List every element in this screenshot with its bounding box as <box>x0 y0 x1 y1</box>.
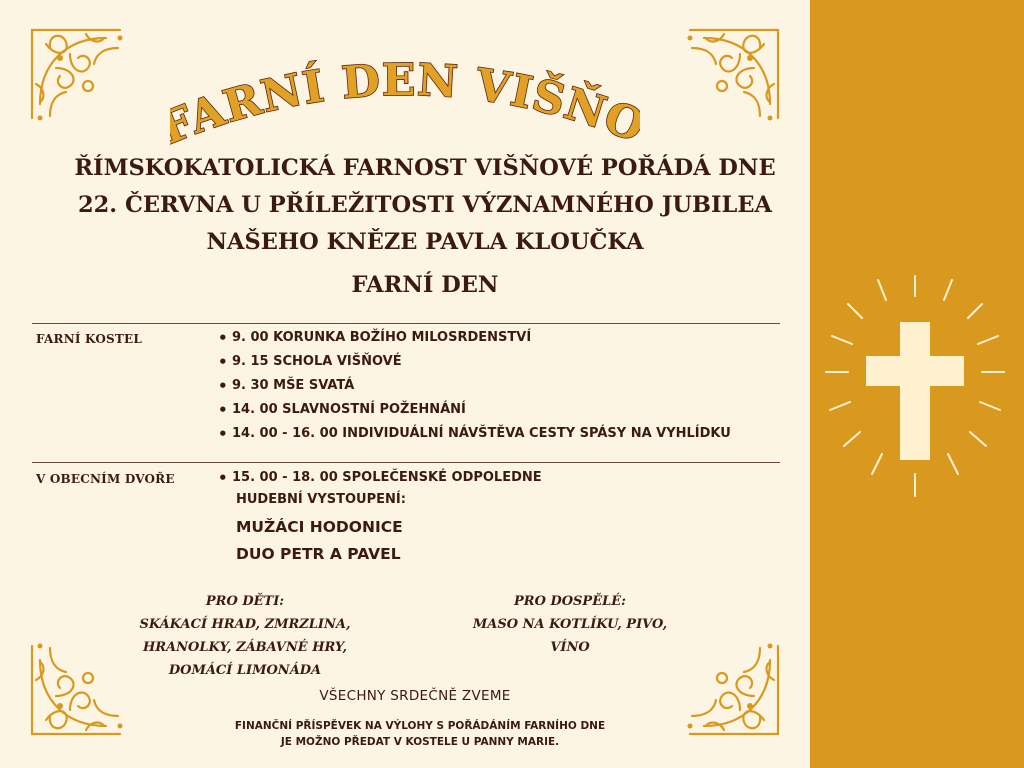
divider <box>32 323 780 324</box>
list-item: • 9. 00 KORUNKA BOŽÍHO MILOSRDENSTVÍ <box>216 326 731 350</box>
list-item: • 9. 30 MŠE SVATÁ <box>216 374 731 398</box>
kids-heading: PRO DĚTI: <box>205 594 285 609</box>
ornament-corner-icon <box>684 24 784 124</box>
kids-offer <box>100 590 390 682</box>
list-item: • 14. 00 SLAVNOSTNÍ POŽEHNÁNÍ <box>216 398 731 422</box>
adults-line: VÍNO <box>550 640 590 655</box>
note-line: JE MOŽNO PŘEDAT V KOSTELE U PANNY MARIE. <box>280 736 560 748</box>
radiant-cross-icon <box>820 270 1010 500</box>
intro-line: NAŠEHO KNĚZE PAVLA KLOUČKA <box>206 229 644 255</box>
music-label: HUDEBNÍ VYSTOUPENÍ: <box>236 492 406 507</box>
church-program-list <box>216 326 731 446</box>
svg-text:1. FARNÍ DEN VIŠŇOVÉ <box>170 42 640 152</box>
band-name: DUO PETR A PAVEL <box>236 545 401 563</box>
donation-note <box>200 718 640 750</box>
note-line: FINANČNÍ PŘÍSPĚVEK NA VÝLOHY S POŘÁDÁNÍM FARNÍHO DNE <box>234 720 606 732</box>
list-item: • 14. 00 - 16. 00 INDIVIDUÁLNÍ NÁVŠTĚVA CESTY SPÁSY NA VYHLÍDKU <box>216 422 731 446</box>
kids-line: SKÁKACÍ HRAD, ZMRZLINA, <box>139 617 351 632</box>
divider <box>32 462 780 463</box>
kids-line: DOMÁCÍ LIMONÁDA <box>168 663 322 678</box>
list-item: • 15. 00 - 18. 00 SPOLEČENSKÉ ODPOLEDNE <box>216 466 542 490</box>
band-name: MUŽÁCI HODONICE <box>236 518 403 536</box>
event-title-text: ARNÍ DEN VIŠŇ <box>182 54 613 145</box>
intro-line: ŘÍMSKOKATOLICKÁ FARNOST VIŠŇOVÉ POŘÁDÁ DNE <box>74 155 776 181</box>
ornament-corner-icon <box>26 24 126 124</box>
invitation: VŠECHNY SRDEČNĚ ZVEME <box>319 688 511 704</box>
ornament-corner-icon <box>684 640 784 740</box>
section-label-yard: V OBECNÍM DVOŘE <box>36 472 175 486</box>
adults-line: MASO NA KOTLÍKU, PIVO, <box>472 617 668 632</box>
event-title <box>170 42 640 152</box>
intro-line: FARNÍ DEN <box>351 272 499 298</box>
intro-line: 22. ČERVNA U PŘÍLEŽITOSTI VÝZNAMNÉHO JUBILEA <box>78 192 772 218</box>
adults-offer <box>450 590 690 659</box>
list-item: • 9. 15 SCHOLA VIŠŇOVÉ <box>216 350 731 374</box>
intro-text <box>40 150 810 304</box>
adults-heading: PRO DOSPĚLÉ: <box>514 594 626 609</box>
yard-program-list <box>216 466 542 490</box>
section-label-church: FARNÍ KOSTEL <box>36 332 142 346</box>
kids-line: HRANOLKY, ZÁBAVNÉ HRY, <box>142 640 348 655</box>
